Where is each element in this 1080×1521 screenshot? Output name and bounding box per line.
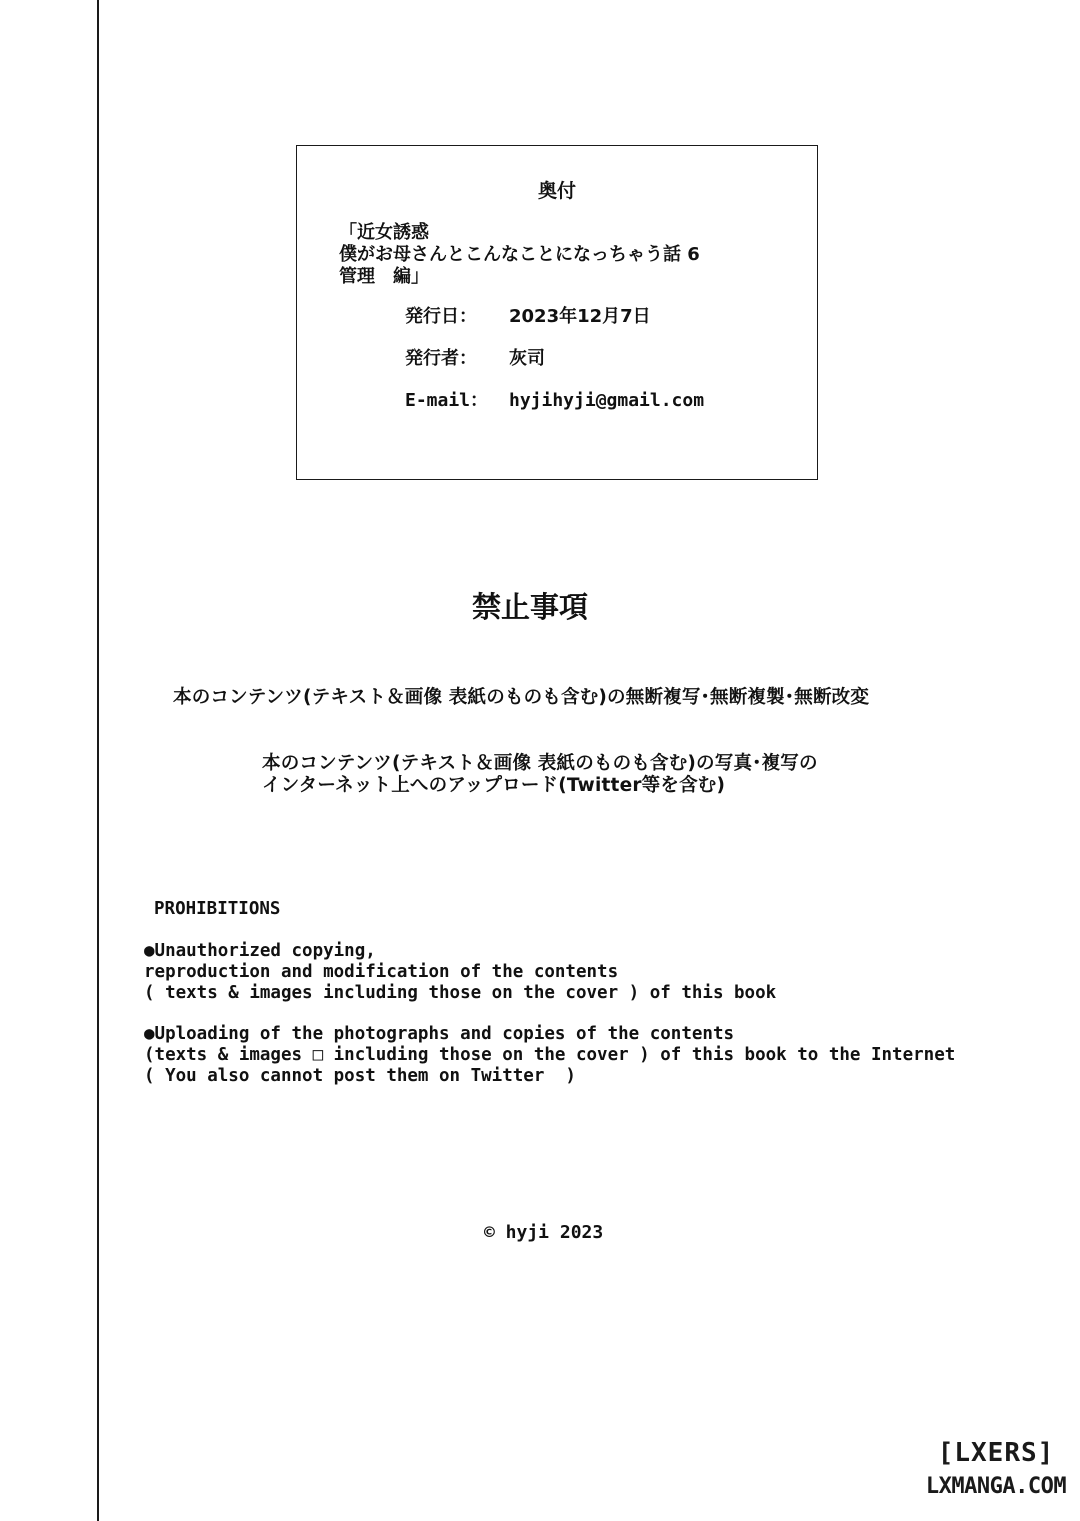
- colophon-box: [296, 145, 818, 480]
- prohibited-heading: [0, 585, 1080, 626]
- prohibition-item-1-line-3: ( texts & images including those on the cover ) of this book: [144, 983, 777, 1003]
- prohibition-item-2-line-3: ( You also cannot post them on Twitter ): [144, 1066, 576, 1086]
- email-row: [405, 386, 704, 412]
- prohibitions-heading: PROHIBITIONS: [154, 899, 281, 919]
- prohibited-heading-text: 禁止事項: [471, 590, 588, 624]
- publisher-label: 発行者：: [405, 348, 477, 369]
- prohibition-item-1: [144, 941, 776, 1004]
- book-title: [339, 222, 700, 288]
- watermark-top: [LXERS]: [937, 1438, 1055, 1468]
- book-title-line-1: 「近女誘惑: [339, 222, 429, 243]
- publish-date-value: 2023年12月7日: [509, 306, 651, 327]
- colophon-heading: 奥付: [537, 180, 576, 202]
- page-edge-line: [97, 0, 99, 1521]
- email-value: hyjihyji@gmail.com: [509, 390, 705, 411]
- prohibition-item-2-line-2: (texts & images □ including those on the cover ) of this book to the Internet: [144, 1045, 956, 1065]
- prohibition-item-2: [144, 1024, 955, 1087]
- prohibition-item-1-line-1: ●Unauthorized copying,: [144, 941, 376, 961]
- email-label: E-mail：: [405, 390, 489, 411]
- publish-date-row: [405, 302, 651, 328]
- site-watermark: [924, 1437, 1068, 1503]
- ja-prohibition-2-line-2: インターネット上へのアップロード(Twitter等を含む): [262, 775, 726, 796]
- ja-prohibition-2-line-1: 本のコンテンツ(テキスト＆画像 表紙のものも含む)の写真･複写の: [262, 753, 818, 774]
- publisher-row: [405, 344, 545, 370]
- copyright-notice: © hyji 2023: [484, 1222, 604, 1243]
- watermark-bottom: LXMANGA.COM: [925, 1474, 1067, 1499]
- book-title-line-3: 管理 編」: [339, 266, 429, 287]
- publish-date-label: 発行日：: [405, 306, 477, 327]
- ja-prohibition-1: 本のコンテンツ(テキスト＆画像 表紙のものも含む)の無断複写･無断複製･無断改変: [173, 687, 870, 708]
- prohibition-item-1-line-2: reproduction and modification of the contents: [144, 962, 619, 982]
- book-title-line-2: 僕がお母さんとこんなことになっちゃう話 6: [339, 244, 700, 265]
- prohibition-item-2-line-1: ●Uploading of the photographs and copies of the contents: [144, 1024, 735, 1044]
- publisher-value: 灰司: [509, 348, 545, 369]
